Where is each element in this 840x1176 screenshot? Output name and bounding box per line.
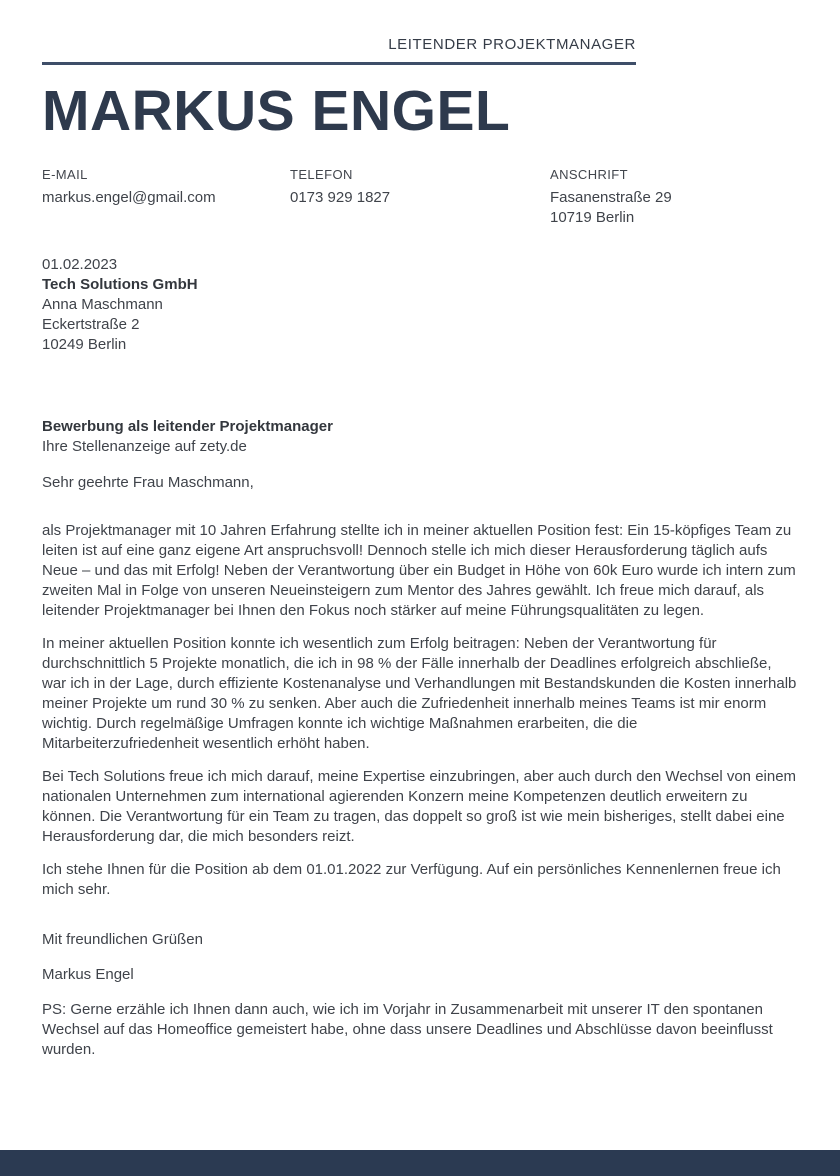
header-rule — [42, 62, 636, 65]
recipient-block — [42, 255, 798, 355]
contact-phone-block — [290, 167, 550, 228]
header — [42, 36, 798, 143]
email-label: E-MAIL — [42, 167, 88, 182]
job-title: LEITENDER PROJEKTMANAGER — [388, 36, 636, 53]
recipient-street: Eckertstraße 2 — [42, 316, 140, 333]
recipient-contact-person: Anna Maschmann — [42, 296, 163, 313]
contact-section — [42, 167, 798, 228]
paragraph-achievements: In meiner aktuellen Position konnte ich wesentlich zum Erfolg beitragen: Neben der Verantwortung für durchschnittlich 5 Projekte monatlich, die ich in 98 % der Fälle innerhalb der Deadlines erfolgreich abschließe, war ich in der Lage, durch effiziente Kostenanalyse und Verhandlungen mit Bestandskunden die Kosten innerhalb meiner Projekte um rund 30 % zu senken. Aber auch die Zufriedenheit innerhalb meines Teams ist mir enorm wichtig. Durch regelmäßige Umfragen konnte ich wichtige Maßnahmen erarbeiten, die die Mitarbeiterzufriedenheit wesentlich erhöht haben. — [42, 635, 797, 752]
page-content — [0, 36, 840, 1060]
address-line2: 10719 Berlin — [550, 209, 635, 226]
paragraph-intro: als Projektmanager mit 10 Jahren Erfahrung stellte ich in meiner aktuellen Position fest: Ein 15-köpfiges Team zu leiten ist auf eine ganz eigene Art anspruchsvoll! Dennoch stelle ich mich dieser Herausforderung täglich aufs Neue – und das mit Erfolg! Neben der Verantwortung über ein Budget in Höhe von 60k Euro wurde ich intern zum zweiten Mal in Folge von unseren Neueinsteigern zum Mentor des Jahres gewählt. Ich freue mich darauf, als leitender Projektmanager bei Ihnen den Fokus noch stärker auf meine Führungsqualitäten zu legen. — [42, 522, 796, 619]
subject-title: Bewerbung als leitender Projektmanager — [42, 418, 333, 435]
paragraph-availability: Ich stehe Ihnen für die Position ab dem 01.01.2022 zur Verfügung. Auf ein persönliches Kennenlernen freue ich mich sehr. — [42, 861, 781, 898]
paragraph-motivation: Bei Tech Solutions freue ich mich darauf, meine Expertise einzubringen, aber auch durch den Wechsel von einem nationalen Unternehmen zum international agierenden Konzern meine Kompetenzen deutlich erweitern zu können. Die Verantwortung für ein Team zu tragen, das doppelt so groß ist wie mein bisheriges, stellt dabei eine Herausforderung dar, die mich besonders reizt. — [42, 768, 797, 845]
recipient-company: Tech Solutions GmbH — [42, 276, 198, 293]
address-label: ANSCHRIFT — [550, 167, 628, 182]
recipient-city: 10249 Berlin — [42, 336, 127, 353]
address-line1: Fasanenstraße 29 — [550, 189, 672, 206]
signature-name: Markus Engel — [42, 966, 134, 983]
phone-label: TELEFON — [290, 167, 353, 182]
contact-address-block — [550, 167, 798, 228]
email-value: markus.engel@gmail.com — [42, 189, 216, 206]
postscript: PS: Gerne erzähle ich Ihnen dann auch, wie ich im Vorjahr in Zusammenarbeit mit unserer IT den spontanen Wechsel auf das Homeoffice gemeistert habe, ohne dass unsere Deadlines und Abschlüsse davon beeinflusst wurden. — [42, 1001, 773, 1058]
subject-block — [42, 417, 798, 457]
contact-email-block — [42, 167, 290, 228]
subject-reference: Ihre Stellenanzeige auf zety.de — [42, 438, 247, 455]
footer-accent-bar — [0, 1150, 840, 1176]
closing-greeting: Mit freundlichen Grüßen — [42, 931, 203, 948]
salutation: Sehr geehrte Frau Maschmann, — [42, 474, 254, 491]
phone-value: 0173 929 1827 — [290, 189, 391, 206]
applicant-name: MARKUS ENGEL — [42, 79, 511, 143]
letter-date: 01.02.2023 — [42, 256, 118, 273]
